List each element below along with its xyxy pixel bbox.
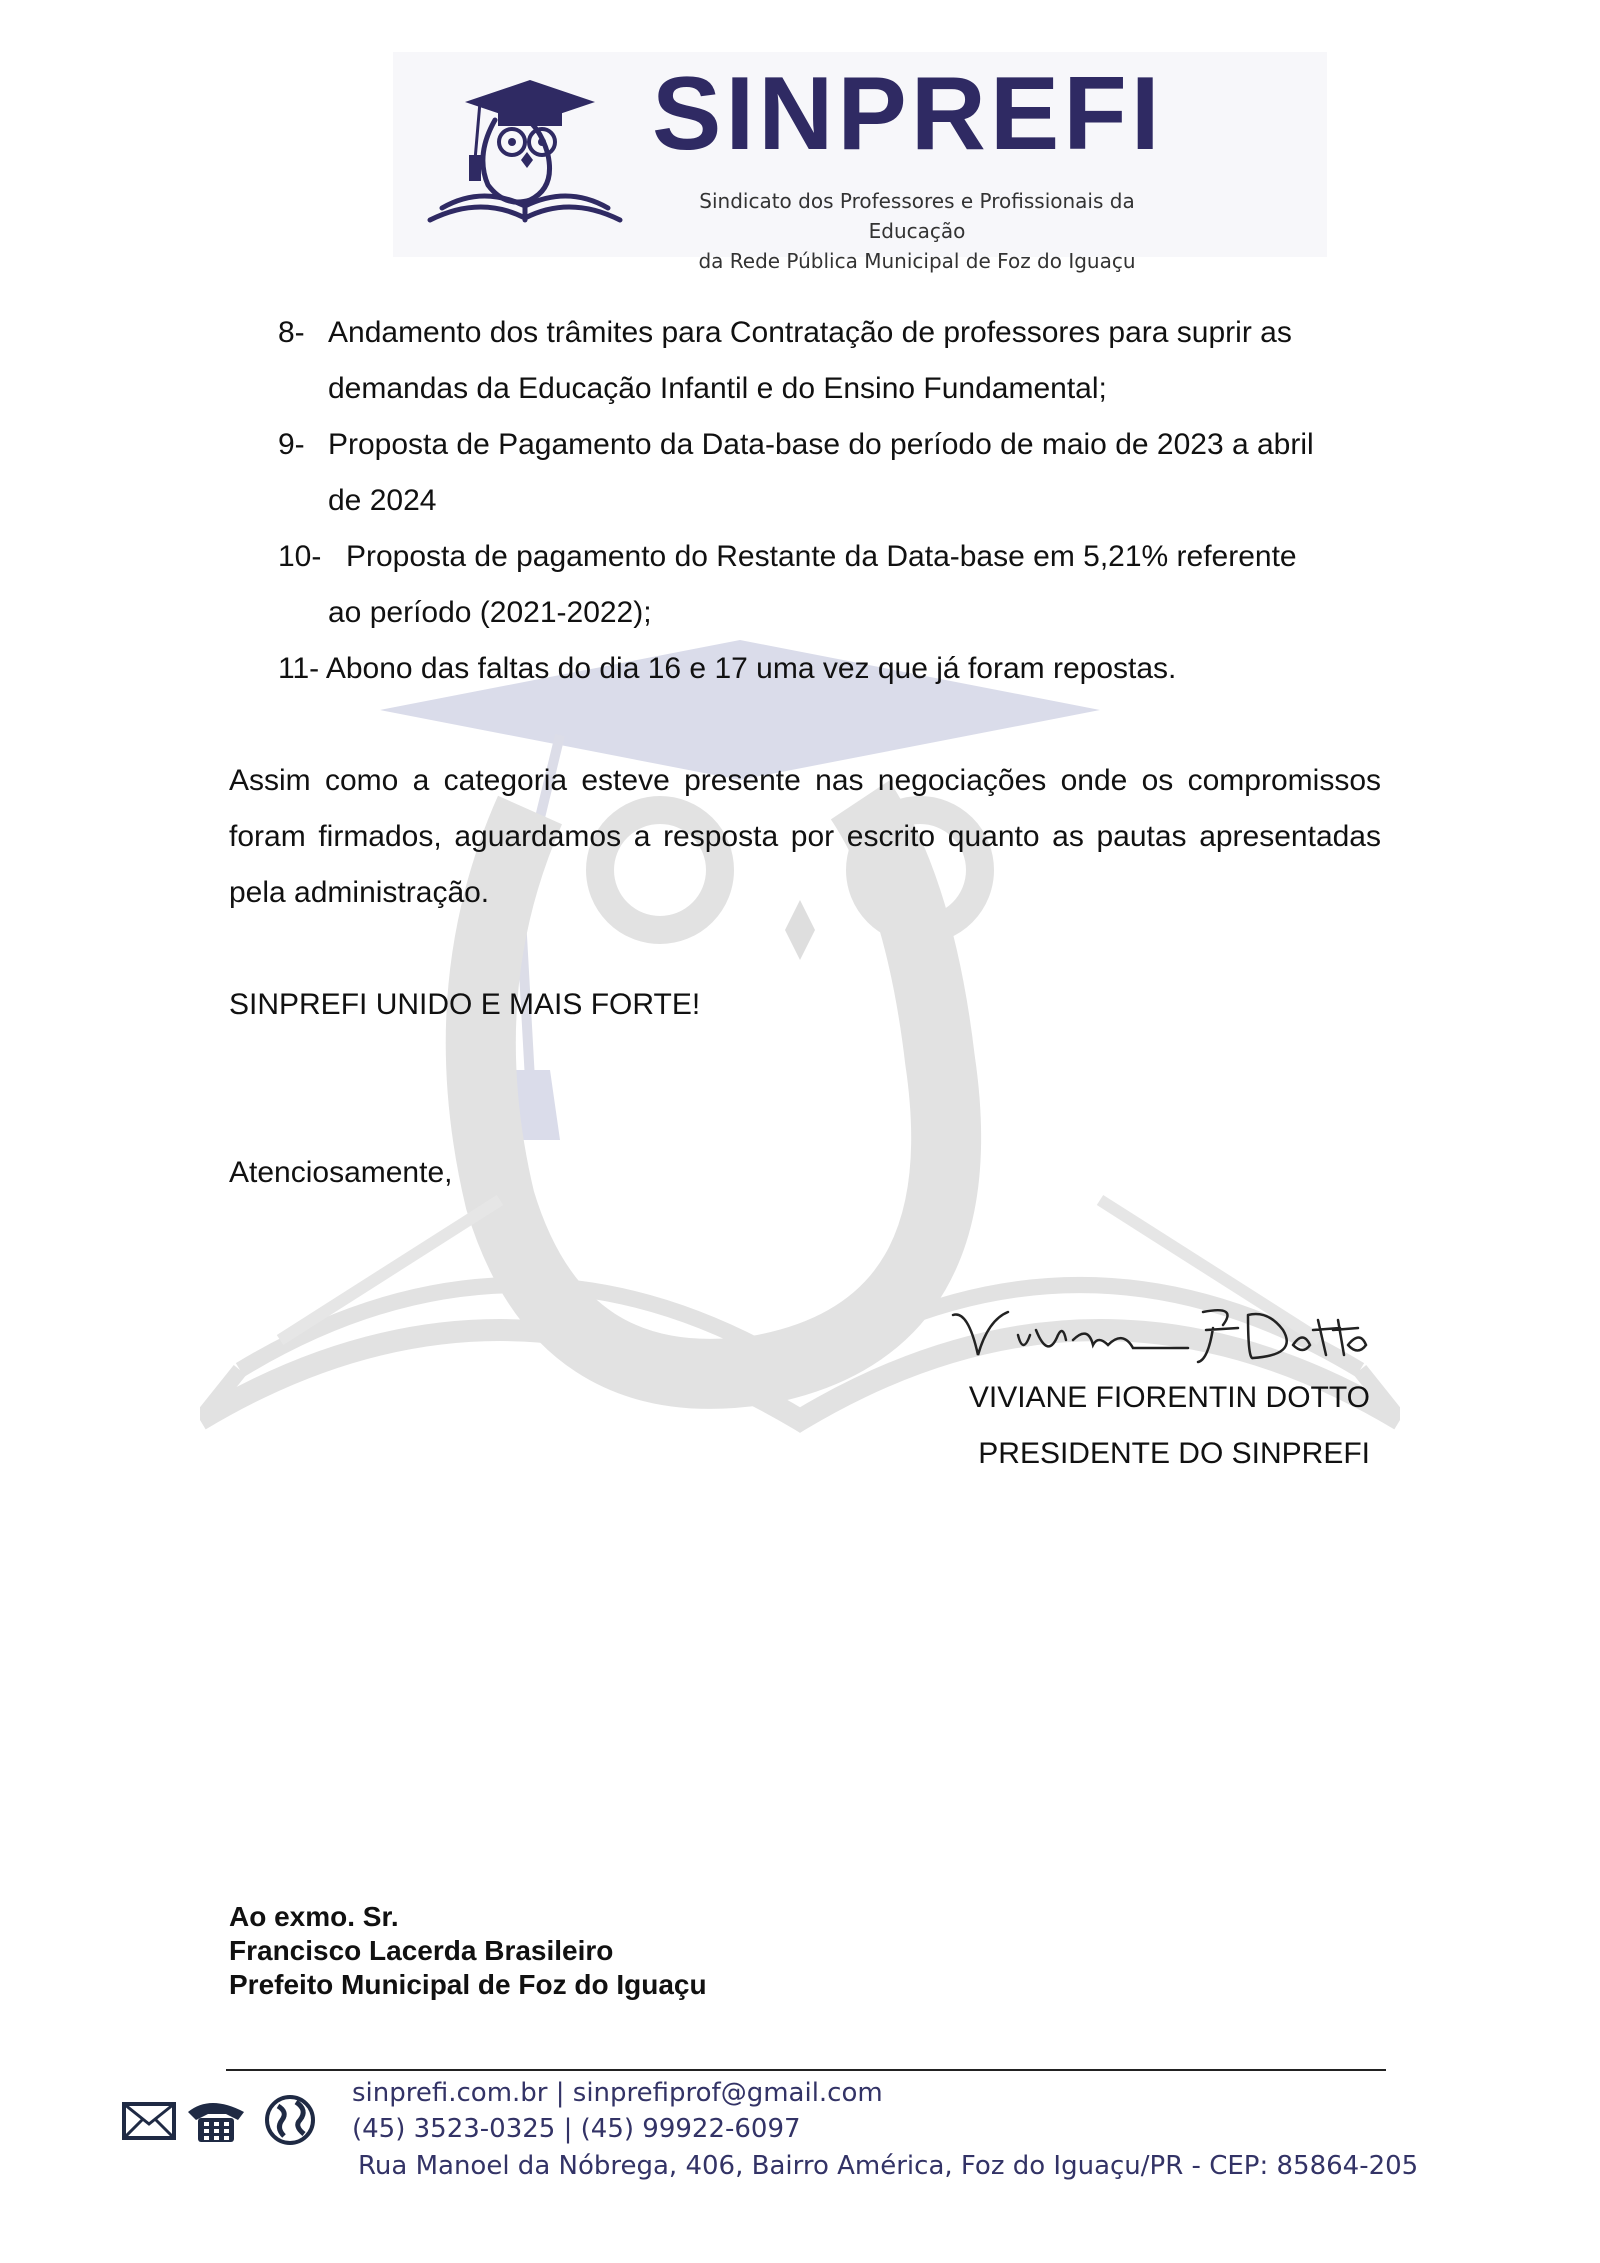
addressee-name: Francisco Lacerda Brasileiro bbox=[229, 1935, 614, 1966]
footer-divider bbox=[226, 2069, 1386, 2071]
item-text: Proposta de Pagamento da Data-base do período de maio de 2023 a abril bbox=[328, 428, 1314, 461]
footer-phones: (45) 3523-0325 | (45) 99922-6097 bbox=[352, 2114, 801, 2144]
addressee-salutation: Ao exmo. Sr. bbox=[229, 1901, 399, 1932]
list-item bbox=[278, 417, 1381, 529]
footer-address: Rua Manoel da Nóbrega, 406, Bairro América, Foz do Iguaçu/PR - CEP: 85864-205 bbox=[358, 2151, 1419, 2181]
item-text: Abono das faltas do dia 16 e 17 uma vez que já foram repostas. bbox=[325, 652, 1177, 685]
signer-title: PRESIDENTE DO SINPREFI bbox=[978, 1437, 1370, 1470]
item-text: Andamento dos trâmites para Contratação de professores para suprir as bbox=[328, 316, 1292, 349]
brand-subtitle-line: da Rede Pública Municipal de Foz do Iguaçu bbox=[698, 249, 1136, 273]
closing: Atenciosamente, bbox=[229, 1156, 453, 1189]
item-text: Proposta de pagamento do Restante da Data-base em 5,21% referente bbox=[346, 540, 1297, 573]
slogan: SINPREFI UNIDO E MAIS FORTE! bbox=[229, 988, 701, 1021]
body-paragraph: Assim como a categoria esteve presente nas negociações onde os compromissos foram firmados, aguardamos a resposta por escrito quanto as pautas apresentadas pela administração. bbox=[229, 764, 1381, 909]
globe-icon bbox=[267, 2097, 313, 2143]
brand-subtitle bbox=[652, 186, 1182, 276]
footer-icons bbox=[120, 2090, 320, 2150]
item-number: 10- bbox=[278, 540, 322, 573]
item-text-continued: de 2024 bbox=[328, 484, 437, 517]
item-text-continued: ao período (2021-2022); bbox=[328, 596, 652, 629]
item-text-continued: demandas da Educação Infantil e do Ensino Fundamental; bbox=[328, 372, 1107, 405]
brand-subtitle-line: Sindicato dos Professores e Profissionais da Educação bbox=[699, 189, 1135, 243]
brand-name: SINPREFI bbox=[652, 56, 1164, 172]
list-item bbox=[278, 641, 1381, 697]
item-number: 9- bbox=[278, 428, 305, 461]
item-number: 8- bbox=[278, 316, 305, 349]
owl-logo-icon bbox=[420, 60, 630, 240]
handwritten-signature bbox=[948, 1300, 1368, 1370]
signer-name: VIVIANE FIORENTIN DOTTO bbox=[968, 1381, 1370, 1414]
list-item bbox=[278, 529, 1381, 641]
addressee-title: Prefeito Municipal de Foz do Iguaçu bbox=[229, 1969, 707, 2000]
item-number: 11- bbox=[278, 652, 320, 685]
envelope-icon bbox=[124, 2104, 174, 2138]
telephone-icon bbox=[188, 2103, 244, 2142]
footer-web-email: sinprefi.com.br | sinprefiprof@gmail.com bbox=[352, 2078, 883, 2108]
list-item bbox=[278, 305, 1381, 417]
